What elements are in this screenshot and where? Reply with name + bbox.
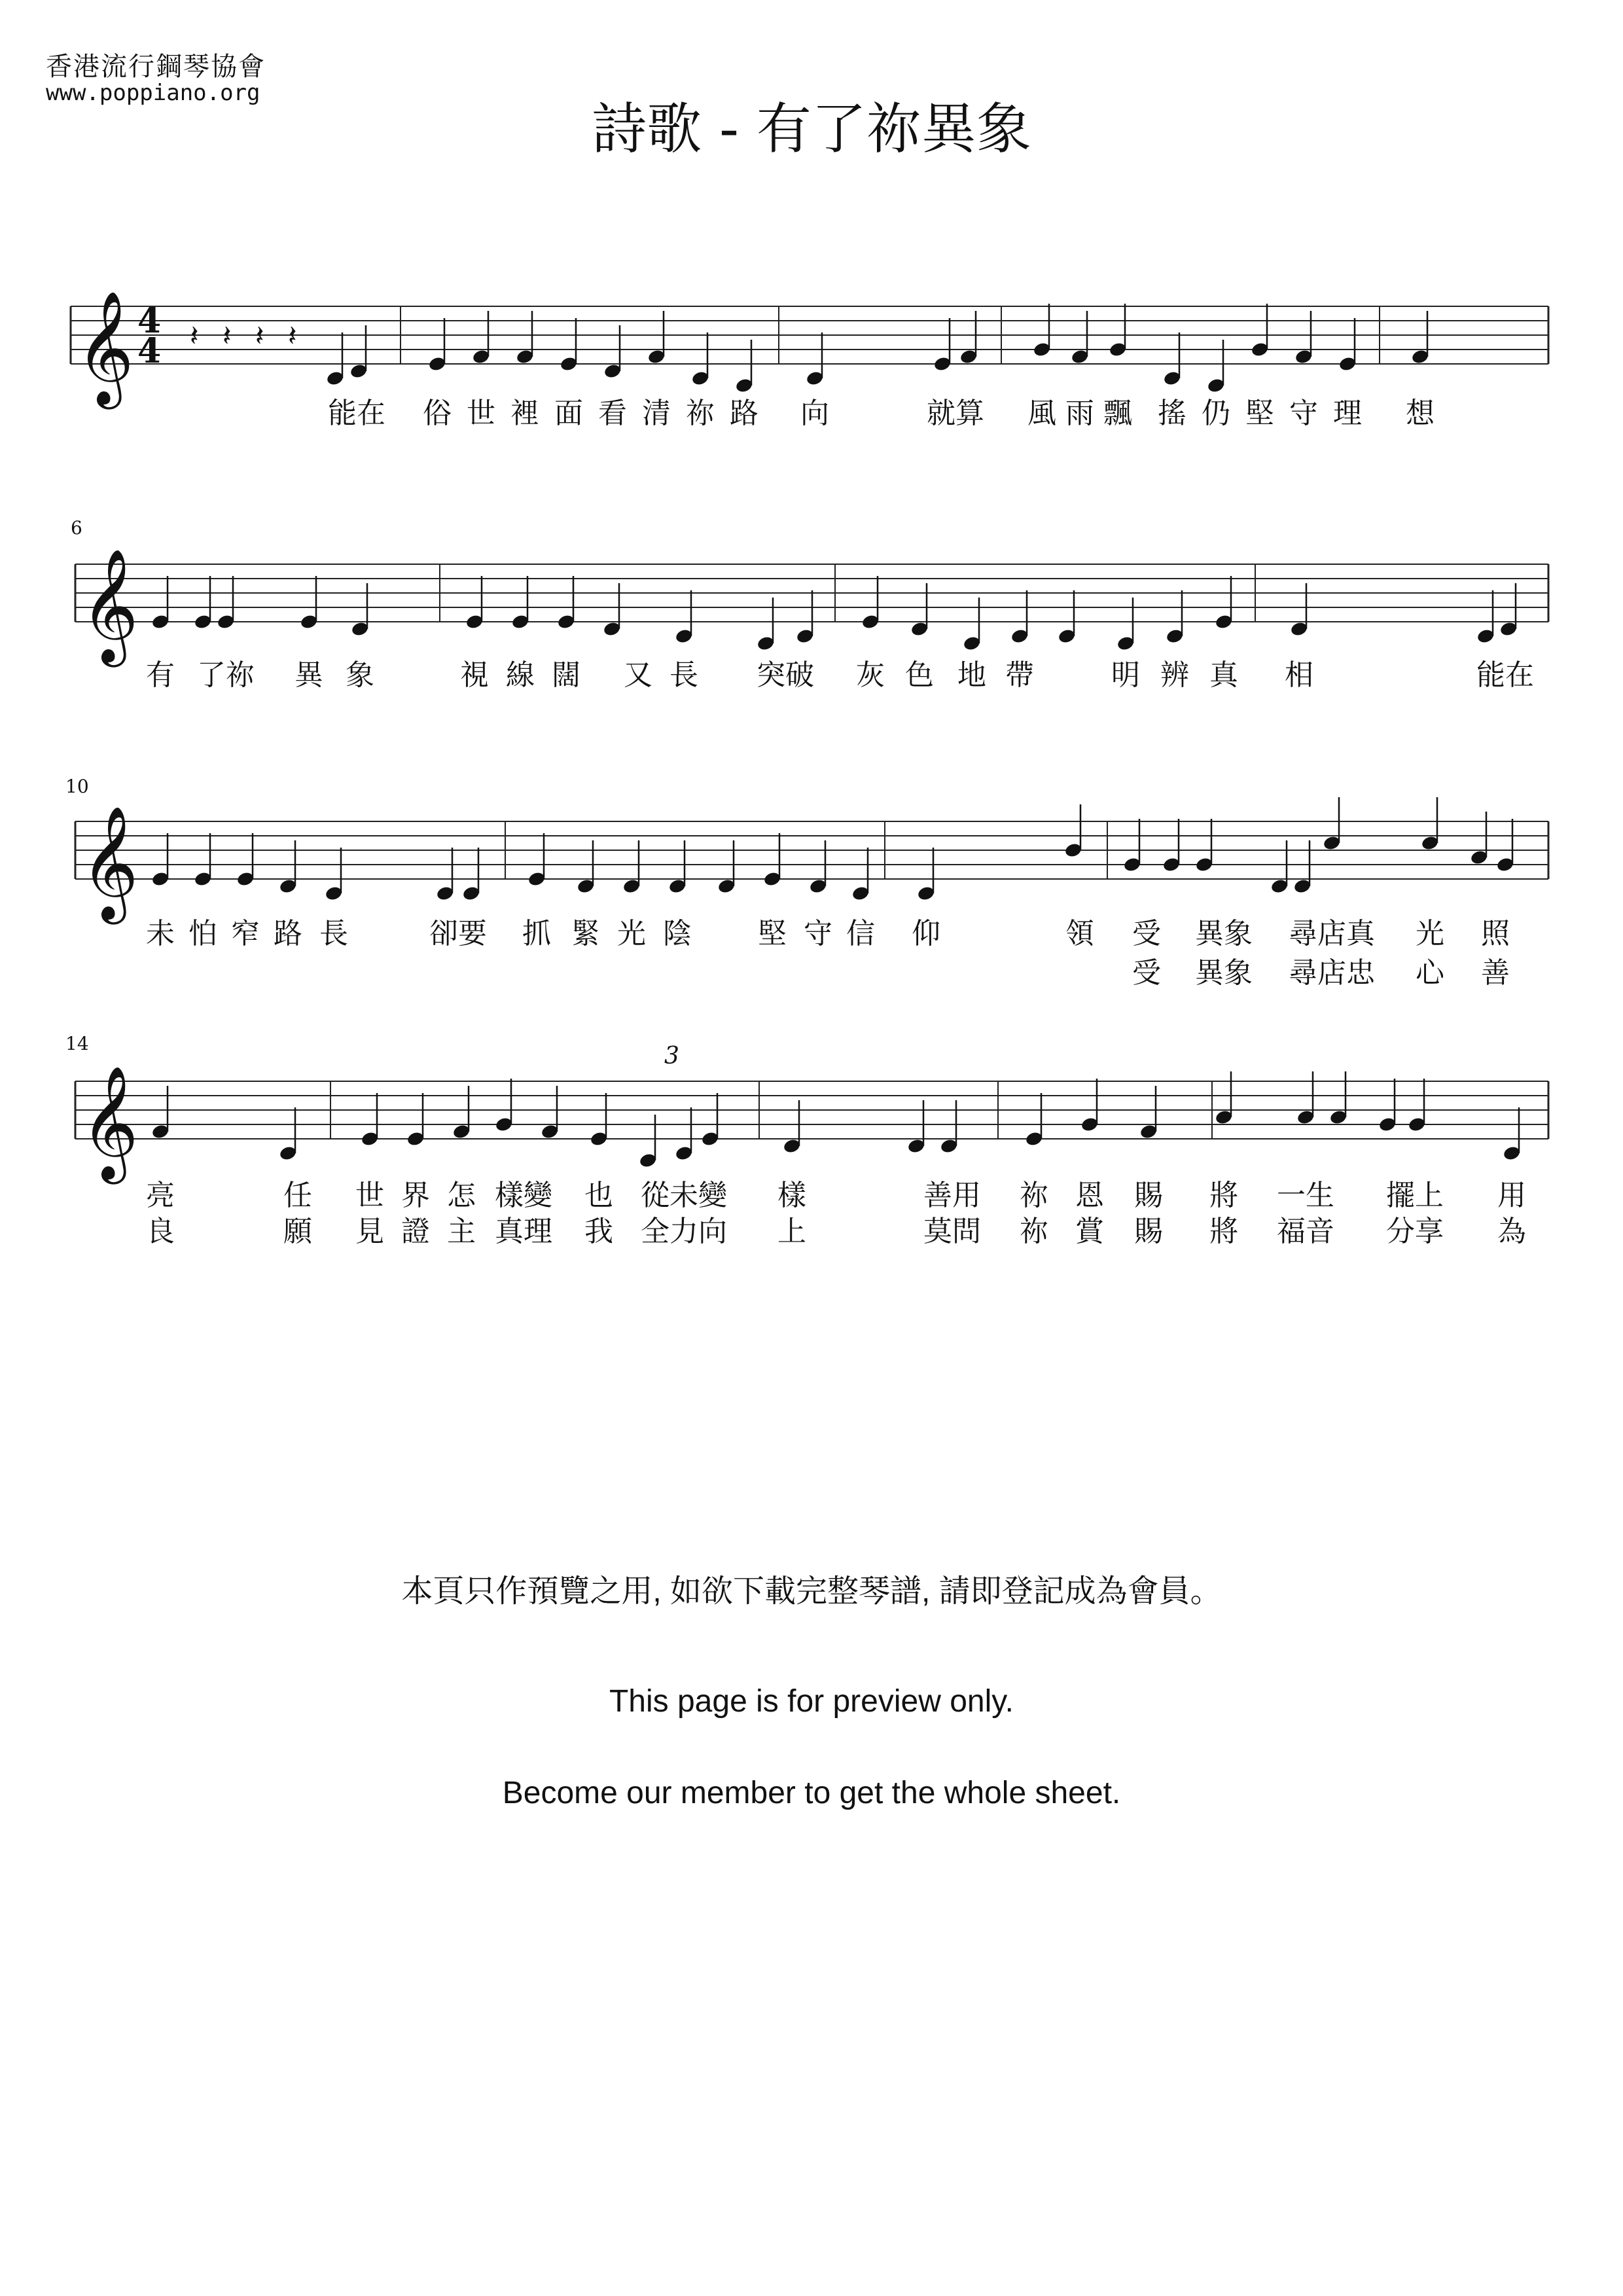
lyric: 色 [905, 658, 934, 692]
lyric: 願 [283, 1215, 312, 1248]
lyric: 擺上 [1386, 1179, 1444, 1212]
preview-notice-en-1: This page is for preview only. [609, 1684, 1014, 1719]
lyric: 界 [401, 1179, 430, 1212]
lyric: 受 [1132, 917, 1161, 950]
lyric: 光 [617, 917, 646, 950]
lyric: 證 [401, 1215, 430, 1248]
lyric: 真 [1209, 658, 1238, 692]
lyric: 賞 [1075, 1215, 1104, 1248]
lyric: 守 [804, 917, 832, 950]
lyric: 尋店忠 [1289, 956, 1375, 990]
lyric: 帶 [1005, 658, 1034, 692]
lyric: 相 [1285, 658, 1313, 692]
lyric: 闊 [552, 658, 580, 692]
quarter-rest-icon: 𝄽 [255, 319, 264, 353]
treble-clef-icon: 𝄞 [76, 291, 134, 404]
lyric: 路 [274, 917, 302, 950]
lyric: 莫問 [923, 1215, 981, 1248]
lyric: 就算 [927, 397, 984, 430]
lyric: 將 [1209, 1215, 1238, 1248]
lyric: 樣 [777, 1179, 806, 1212]
measure-number-14: 14 [65, 1033, 89, 1054]
lyric: 祢 [1020, 1179, 1048, 1212]
lyric: 清 [642, 397, 671, 430]
quarter-rest-icon: 𝄽 [223, 319, 232, 353]
lyric: 善 [1481, 956, 1510, 990]
lyric: 卻要 [429, 917, 487, 950]
lyric: 尋店真 [1289, 917, 1375, 950]
lyric: 突破 [757, 658, 814, 692]
lyric: 了祢 [197, 658, 255, 692]
lyric: 主 [447, 1215, 476, 1248]
lyric: 領 [1065, 917, 1094, 950]
lyric: 受 [1132, 956, 1161, 990]
lyric: 灰 [856, 658, 885, 692]
lyric: 線 [506, 658, 535, 692]
lyric: 異象 [1195, 917, 1253, 950]
lyric: 用 [1497, 1179, 1526, 1212]
lyric: 飄 [1103, 397, 1132, 430]
lyric: 光 [1416, 917, 1444, 950]
lyric: 雨 [1065, 397, 1094, 430]
lyric: 祢 [1020, 1215, 1048, 1248]
lyric: 堅 [758, 917, 787, 950]
lyric: 守 [1289, 397, 1318, 430]
lyric: 異 [294, 658, 323, 692]
lyric: 怕 [188, 917, 217, 950]
lyric: 我 [584, 1215, 613, 1248]
lyric: 明 [1111, 658, 1140, 692]
lyric: 心 [1416, 956, 1444, 990]
lyric: 善用 [923, 1179, 981, 1212]
lyric: 恩 [1075, 1179, 1104, 1212]
lyric: 搖 [1158, 397, 1186, 430]
preview-notice-zh: 本頁只作預覽之用, 如欲下載完整琴譜, 請即登記成為會員。 [401, 1574, 1222, 1609]
lyric: 世 [355, 1179, 384, 1212]
lyric: 想 [1406, 397, 1435, 430]
lyric: 窄 [231, 917, 260, 950]
lyric: 也 [584, 1179, 613, 1212]
lyric: 風 [1027, 397, 1056, 430]
lyric: 仰 [912, 917, 940, 950]
lyric: 異象 [1195, 956, 1253, 990]
lyric: 地 [957, 658, 986, 692]
lyric: 長 [669, 658, 698, 692]
time-signature-bottom: 4 [137, 331, 162, 371]
lyric: 理 [1333, 397, 1362, 430]
lyric: 信 [846, 917, 875, 950]
lyric: 真理 [495, 1215, 552, 1248]
lyric: 能在 [1476, 658, 1534, 692]
lyric: 長 [319, 917, 348, 950]
lyric: 仍 [1202, 397, 1230, 430]
lyric: 福音 [1277, 1215, 1334, 1248]
lyric: 上 [777, 1215, 806, 1248]
lyric: 裡 [510, 397, 539, 430]
lyric: 一生 [1277, 1179, 1334, 1212]
lyric: 怎 [447, 1179, 476, 1212]
lyric: 世 [467, 397, 495, 430]
lyric: 亮 [146, 1179, 175, 1212]
lyric: 緊 [571, 917, 600, 950]
lyric: 未 [146, 917, 175, 950]
lyric: 抓 [522, 917, 551, 950]
time-signature-top: 4 [137, 301, 162, 341]
lyric: 看 [598, 397, 627, 430]
lyric: 任 [283, 1179, 312, 1212]
lyric: 象 [346, 658, 374, 692]
lyric: 向 [800, 397, 829, 430]
lyric: 分享 [1386, 1215, 1444, 1248]
quarter-rest-icon: 𝄽 [288, 319, 297, 353]
lyric: 見 [355, 1215, 384, 1248]
tuplet-mark: 3 [664, 1043, 679, 1069]
lyric: 賜 [1134, 1215, 1163, 1248]
measure-number-6: 6 [71, 517, 82, 539]
lyric: 陰 [663, 917, 692, 950]
lyric: 視 [460, 658, 489, 692]
lyric: 堅 [1245, 397, 1274, 430]
lyric: 有 [146, 658, 175, 692]
treble-clef-icon: 𝄞 [80, 1066, 139, 1179]
lyric: 路 [730, 397, 758, 430]
lyric: 樣變 [495, 1179, 552, 1212]
lyric: 賜 [1134, 1179, 1163, 1212]
measure-number-10: 10 [65, 776, 89, 797]
treble-clef-icon: 𝄞 [80, 548, 139, 662]
lyric: 能在 [328, 397, 385, 430]
lyric: 俗 [423, 397, 452, 430]
lyric: 照 [1481, 917, 1510, 950]
lyric: 又 [624, 658, 652, 692]
lyric: 將 [1209, 1179, 1238, 1212]
lyric: 全力向 [641, 1215, 727, 1248]
lyric: 祢 [686, 397, 715, 430]
lyric: 從未變 [641, 1179, 727, 1212]
page-title: 詩歌 - 有了祢異象 [592, 97, 1031, 161]
preview-notice-en-2: Become our member to get the whole sheet. [502, 1776, 1121, 1810]
lyric: 良 [146, 1215, 175, 1248]
lyric: 面 [554, 397, 583, 430]
lyric: 辨 [1160, 658, 1189, 692]
lyric: 為 [1497, 1215, 1526, 1248]
quarter-rest-icon: 𝄽 [190, 319, 199, 353]
site-name: 香港流行鋼琴協會 [46, 52, 266, 82]
site-url[interactable]: www.poppiano.org [46, 80, 260, 106]
treble-clef-icon: 𝄞 [80, 806, 139, 920]
